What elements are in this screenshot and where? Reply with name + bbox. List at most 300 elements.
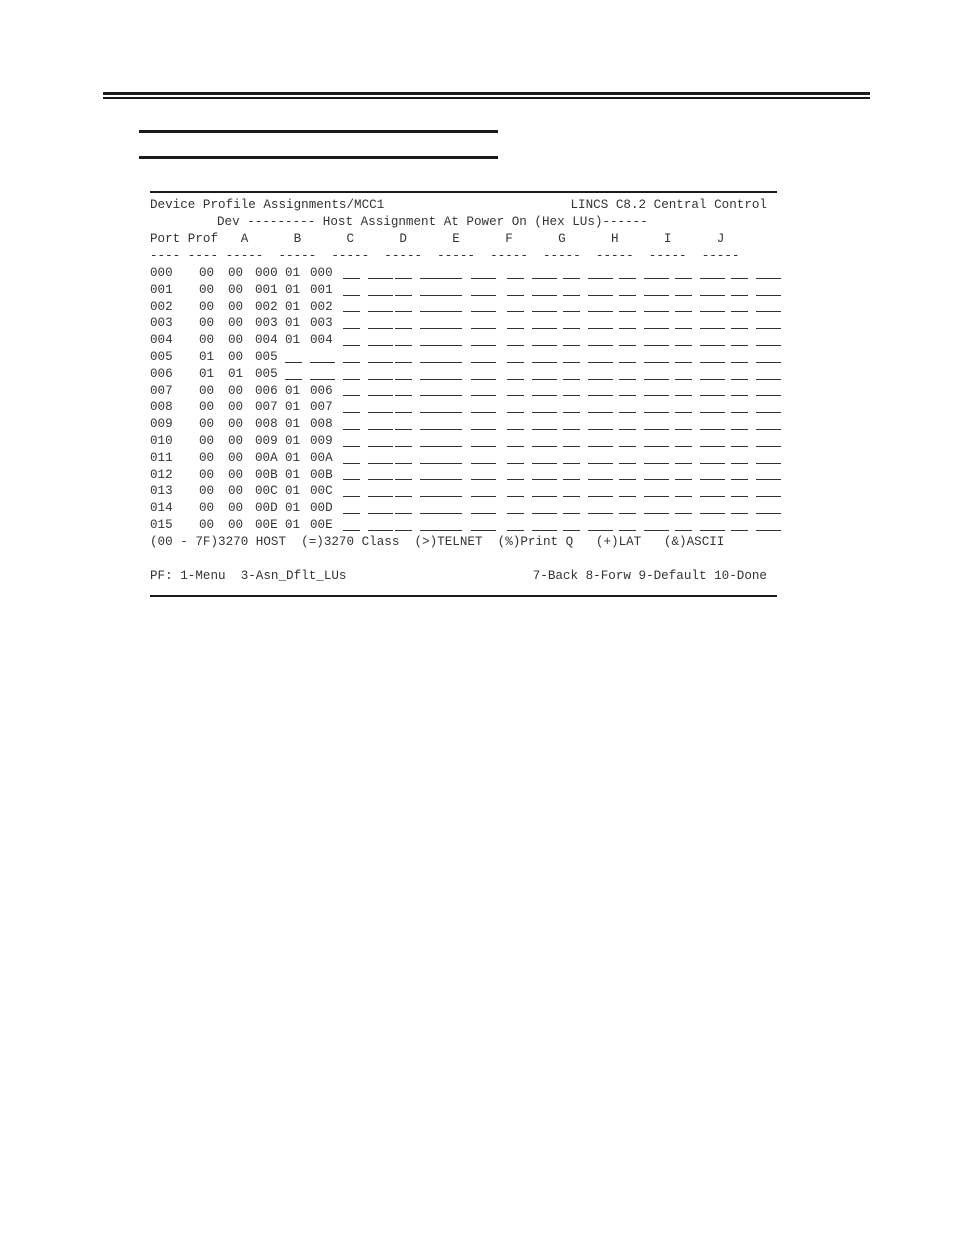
entry-field[interactable] (507, 530, 524, 531)
entry-field[interactable] (644, 446, 669, 447)
entry-field[interactable] (644, 379, 669, 380)
entry-field[interactable] (395, 446, 412, 447)
entry-field[interactable] (532, 362, 557, 363)
entry-field[interactable] (563, 278, 580, 279)
entry-field[interactable] (343, 311, 360, 312)
field-a-lu-cell: 003 (255, 316, 278, 331)
entry-field[interactable] (532, 412, 557, 413)
entry-field[interactable] (507, 278, 524, 279)
entry-field[interactable] (395, 496, 412, 497)
entry-field[interactable] (588, 412, 613, 413)
entry-field[interactable] (731, 395, 748, 396)
entry-field[interactable] (420, 496, 462, 497)
field-b-lu-cell: 007 (310, 400, 333, 415)
entry-field[interactable] (756, 345, 781, 346)
entry-field[interactable] (588, 379, 613, 380)
entry-field[interactable] (532, 479, 557, 480)
entry-field[interactable] (756, 278, 781, 279)
entry-field[interactable] (731, 328, 748, 329)
entry-field[interactable] (619, 463, 636, 464)
entry-field[interactable] (532, 463, 557, 464)
entry-field[interactable] (343, 379, 360, 380)
entry-field[interactable] (700, 379, 725, 380)
entry-field[interactable] (675, 345, 692, 346)
entry-field[interactable] (532, 278, 557, 279)
entry-field[interactable] (619, 311, 636, 312)
entry-field[interactable] (731, 513, 748, 514)
entry-field[interactable] (644, 278, 669, 279)
entry-field[interactable] (343, 446, 360, 447)
column-headers: Port Prof A B C D E F G H I J (150, 232, 725, 246)
entry-field[interactable] (756, 513, 781, 514)
entry-field[interactable] (731, 446, 748, 447)
entry-field[interactable] (420, 345, 462, 346)
entry-field[interactable] (285, 379, 302, 380)
entry-field[interactable] (700, 463, 725, 464)
entry-field[interactable] (619, 278, 636, 279)
screen-title: Device Profile Assignments/MCC1 (150, 198, 385, 212)
entry-field[interactable] (532, 311, 557, 312)
field-a-cell: 00 (228, 518, 244, 532)
entry-field[interactable] (471, 311, 496, 312)
entry-field[interactable] (532, 379, 557, 380)
entry-field[interactable] (731, 379, 748, 380)
entry-field[interactable] (700, 446, 725, 447)
entry-field[interactable] (756, 412, 781, 413)
entry-field[interactable] (532, 295, 557, 296)
entry-field[interactable] (731, 479, 748, 480)
field-b-lu-cell: 008 (310, 417, 333, 432)
entry-field[interactable] (700, 429, 725, 430)
entry-field[interactable] (368, 530, 393, 531)
entry-field[interactable] (731, 463, 748, 464)
entry-field[interactable] (368, 311, 393, 312)
entry-field[interactable] (731, 295, 748, 296)
port-cell: 004 (150, 333, 173, 348)
entry-field[interactable] (756, 379, 781, 380)
entry-field[interactable] (756, 463, 781, 464)
entry-field[interactable] (368, 479, 393, 480)
entry-field[interactable] (731, 362, 748, 363)
entry-field[interactable] (756, 496, 781, 497)
entry-field[interactable] (644, 328, 669, 329)
entry-field[interactable] (507, 446, 524, 447)
entry-field[interactable] (420, 513, 462, 514)
field-a-cell: 00 (228, 467, 244, 482)
entry-field[interactable] (619, 530, 636, 531)
section-rule-lower (139, 156, 498, 159)
entry-field[interactable] (619, 479, 636, 480)
entry-field[interactable] (532, 429, 557, 430)
entry-field[interactable] (395, 278, 412, 279)
field-b-cell: 01 (285, 383, 301, 398)
entry-field[interactable] (644, 412, 669, 413)
entry-field[interactable] (700, 278, 725, 279)
entry-field[interactable] (675, 530, 692, 531)
entry-field[interactable] (619, 446, 636, 447)
entry-field[interactable] (700, 328, 725, 329)
entry-field[interactable] (532, 496, 557, 497)
entry-field[interactable] (675, 496, 692, 497)
field-b-cell: 01 (285, 417, 301, 432)
entry-field[interactable] (563, 379, 580, 380)
entry-field[interactable] (731, 278, 748, 279)
prof-cell: 00 (199, 266, 215, 280)
entry-field[interactable] (700, 496, 725, 497)
entry-field[interactable] (588, 429, 613, 430)
entry-field[interactable] (588, 463, 613, 464)
entry-field[interactable] (700, 479, 725, 480)
entry-field[interactable] (368, 379, 393, 380)
entry-field[interactable] (368, 395, 393, 396)
port-cell: 013 (150, 484, 173, 499)
field-b-lu-cell: 000 (310, 266, 333, 280)
entry-field[interactable] (507, 412, 524, 413)
entry-field[interactable] (507, 496, 524, 497)
entry-field[interactable] (343, 513, 360, 514)
entry-field[interactable] (644, 395, 669, 396)
entry-field[interactable] (644, 530, 669, 531)
entry-field[interactable] (675, 513, 692, 514)
entry-field[interactable] (700, 530, 725, 531)
entry-field[interactable] (532, 530, 557, 531)
entry-field[interactable] (532, 513, 557, 514)
entry-field[interactable] (644, 513, 669, 514)
entry-field[interactable] (619, 412, 636, 413)
entry-field[interactable] (471, 479, 496, 480)
entry-field[interactable] (420, 429, 462, 430)
entry-field[interactable] (563, 530, 580, 531)
field-b-cell: 01 (285, 484, 301, 499)
field-b-cell: 01 (285, 467, 301, 482)
entry-field[interactable] (563, 328, 580, 329)
field-a-cell: 00 (228, 434, 244, 448)
entry-field[interactable] (395, 328, 412, 329)
entry-field[interactable] (563, 446, 580, 447)
entry-field[interactable] (395, 345, 412, 346)
entry-field[interactable] (471, 328, 496, 329)
entry-field[interactable] (700, 295, 725, 296)
entry-field[interactable] (675, 395, 692, 396)
entry-field[interactable] (532, 345, 557, 346)
entry-field[interactable] (343, 328, 360, 329)
entry-field[interactable] (588, 362, 613, 363)
entry-field[interactable] (507, 479, 524, 480)
entry-field[interactable] (471, 429, 496, 430)
entry-field[interactable] (563, 412, 580, 413)
entry-field[interactable] (420, 412, 462, 413)
entry-field[interactable] (420, 295, 462, 296)
field-a-cell: 00 (228, 299, 244, 314)
field-a-lu-cell: 004 (255, 333, 278, 348)
field-a-cell: 00 (228, 450, 244, 465)
entry-field[interactable] (756, 395, 781, 396)
entry-field[interactable] (588, 479, 613, 480)
entry-field[interactable] (563, 496, 580, 497)
entry-field[interactable] (368, 412, 393, 413)
entry-field[interactable] (395, 412, 412, 413)
entry-field[interactable] (563, 362, 580, 363)
entry-field[interactable] (507, 362, 524, 363)
entry-field[interactable] (619, 345, 636, 346)
entry-field[interactable] (563, 345, 580, 346)
entry-field[interactable] (420, 446, 462, 447)
prof-cell: 00 (199, 316, 215, 331)
entry-field[interactable] (368, 362, 393, 363)
entry-field[interactable] (731, 496, 748, 497)
port-cell: 006 (150, 366, 173, 381)
entry-field[interactable] (420, 278, 462, 279)
entry-field[interactable] (588, 395, 613, 396)
entry-field[interactable] (644, 479, 669, 480)
entry-field[interactable] (675, 463, 692, 464)
entry-field[interactable] (343, 395, 360, 396)
field-b-lu-cell: 006 (310, 383, 333, 398)
entry-field[interactable] (285, 362, 302, 363)
entry-field[interactable] (395, 379, 412, 380)
entry-field[interactable] (700, 362, 725, 363)
entry-field[interactable] (507, 295, 524, 296)
entry-field[interactable] (588, 496, 613, 497)
entry-field[interactable] (588, 278, 613, 279)
entry-field[interactable] (644, 311, 669, 312)
entry-field[interactable] (588, 345, 613, 346)
entry-field[interactable] (756, 295, 781, 296)
entry-field[interactable] (675, 295, 692, 296)
port-cell: 005 (150, 350, 173, 364)
entry-field[interactable] (471, 530, 496, 531)
entry-field[interactable] (644, 463, 669, 464)
pf-keys-left: PF: 1-Menu 3-Asn_Dflt_LUs (150, 569, 347, 583)
entry-field[interactable] (368, 463, 393, 464)
entry-field[interactable] (395, 463, 412, 464)
field-a-cell: 00 (228, 350, 244, 364)
entry-field[interactable] (471, 295, 496, 296)
entry-field[interactable] (368, 429, 393, 430)
field-b-lu-cell: 003 (310, 316, 333, 331)
entry-field[interactable] (563, 463, 580, 464)
entry-field[interactable] (532, 328, 557, 329)
entry-field[interactable] (420, 395, 462, 396)
prof-cell: 00 (199, 333, 215, 348)
entry-field[interactable] (756, 328, 781, 329)
field-a-lu-cell: 00E (255, 518, 278, 532)
entry-field[interactable] (343, 496, 360, 497)
entry-field[interactable] (563, 479, 580, 480)
entry-field[interactable] (471, 463, 496, 464)
entry-field[interactable] (471, 379, 496, 380)
field-b-cell: 01 (285, 501, 301, 516)
entry-field[interactable] (588, 295, 613, 296)
field-b-lu-cell: 00C (310, 484, 333, 499)
entry-field[interactable] (700, 513, 725, 514)
section-rule-upper (139, 130, 498, 133)
entry-field[interactable] (471, 496, 496, 497)
entry-field[interactable] (644, 496, 669, 497)
entry-field[interactable] (756, 362, 781, 363)
entry-field[interactable] (644, 345, 669, 346)
field-b-cell: 01 (285, 518, 301, 532)
entry-field[interactable] (644, 295, 669, 296)
entry-field[interactable] (675, 278, 692, 279)
entry-field[interactable] (420, 328, 462, 329)
entry-field[interactable] (368, 496, 393, 497)
entry-field[interactable] (420, 479, 462, 480)
entry-field[interactable] (731, 530, 748, 531)
entry-field[interactable] (700, 395, 725, 396)
entry-field[interactable] (675, 412, 692, 413)
entry-field[interactable] (471, 513, 496, 514)
entry-field[interactable] (563, 429, 580, 430)
entry-field[interactable] (395, 395, 412, 396)
top-rule-thin (103, 97, 870, 99)
entry-field[interactable] (563, 513, 580, 514)
entry-field[interactable] (619, 379, 636, 380)
entry-field[interactable] (619, 513, 636, 514)
entry-field[interactable] (563, 295, 580, 296)
field-b-lu-cell: 001 (310, 282, 333, 297)
entry-field[interactable] (368, 295, 393, 296)
entry-field[interactable] (343, 345, 360, 346)
entry-field[interactable] (756, 479, 781, 480)
entry-field[interactable] (343, 412, 360, 413)
port-cell: 010 (150, 434, 173, 448)
entry-field[interactable] (471, 345, 496, 346)
entry-field[interactable] (588, 513, 613, 514)
port-cell: 015 (150, 518, 173, 532)
entry-field[interactable] (420, 362, 462, 363)
entry-field[interactable] (420, 463, 462, 464)
entry-field[interactable] (471, 362, 496, 363)
field-a-cell: 00 (228, 316, 244, 331)
entry-field[interactable] (588, 311, 613, 312)
entry-field[interactable] (588, 446, 613, 447)
entry-field[interactable] (731, 412, 748, 413)
entry-field[interactable] (507, 345, 524, 346)
entry-field[interactable] (619, 295, 636, 296)
entry-field[interactable] (507, 328, 524, 329)
field-b-cell: 01 (285, 299, 301, 314)
entry-field[interactable] (756, 530, 781, 531)
entry-field[interactable] (532, 446, 557, 447)
entry-field[interactable] (395, 311, 412, 312)
entry-field[interactable] (756, 311, 781, 312)
field-b-cell: 01 (285, 316, 301, 331)
entry-field[interactable] (507, 429, 524, 430)
entry-field[interactable] (310, 379, 335, 380)
field-b-lu-cell: 00E (310, 518, 333, 532)
port-cell: 008 (150, 400, 173, 415)
entry-field[interactable] (700, 345, 725, 346)
entry-field[interactable] (368, 328, 393, 329)
entry-field[interactable] (310, 362, 335, 363)
port-cell: 000 (150, 266, 173, 280)
entry-field[interactable] (619, 395, 636, 396)
port-cell: 003 (150, 316, 173, 331)
entry-field[interactable] (368, 278, 393, 279)
entry-field[interactable] (675, 328, 692, 329)
entry-field[interactable] (619, 429, 636, 430)
entry-field[interactable] (343, 479, 360, 480)
field-b-cell: 01 (285, 282, 301, 297)
entry-field[interactable] (675, 379, 692, 380)
entry-field[interactable] (700, 412, 725, 413)
entry-field[interactable] (368, 513, 393, 514)
field-b-lu-cell: 00A (310, 450, 333, 465)
entry-field[interactable] (368, 446, 393, 447)
entry-field[interactable] (471, 412, 496, 413)
entry-field[interactable] (343, 429, 360, 430)
prof-cell: 00 (199, 467, 215, 482)
entry-field[interactable] (507, 395, 524, 396)
entry-field[interactable] (507, 311, 524, 312)
entry-field[interactable] (675, 479, 692, 480)
entry-field[interactable] (507, 379, 524, 380)
entry-field[interactable] (756, 446, 781, 447)
entry-field[interactable] (619, 362, 636, 363)
entry-field[interactable] (588, 530, 613, 531)
entry-field[interactable] (675, 429, 692, 430)
entry-field[interactable] (644, 362, 669, 363)
entry-field[interactable] (471, 446, 496, 447)
entry-field[interactable] (675, 362, 692, 363)
entry-field[interactable] (420, 530, 462, 531)
entry-field[interactable] (619, 496, 636, 497)
entry-field[interactable] (588, 328, 613, 329)
entry-field[interactable] (731, 345, 748, 346)
field-a-cell: 00 (228, 266, 244, 280)
entry-field[interactable] (420, 311, 462, 312)
entry-field[interactable] (343, 463, 360, 464)
entry-field[interactable] (395, 295, 412, 296)
entry-field[interactable] (756, 429, 781, 430)
entry-field[interactable] (507, 513, 524, 514)
entry-field[interactable] (675, 446, 692, 447)
column-underlines: ---- ---- ----- ----- ----- ----- ----- ----- ----- ----- ----- ----- (150, 249, 740, 263)
entry-field[interactable] (395, 513, 412, 514)
entry-field[interactable] (395, 429, 412, 430)
entry-field[interactable] (395, 362, 412, 363)
field-a-lu-cell: 00D (255, 501, 278, 516)
entry-field[interactable] (395, 479, 412, 480)
entry-field[interactable] (563, 311, 580, 312)
entry-field[interactable] (563, 395, 580, 396)
entry-field[interactable] (532, 395, 557, 396)
entry-field[interactable] (731, 311, 748, 312)
field-a-lu-cell: 005 (255, 366, 278, 381)
entry-field[interactable] (675, 311, 692, 312)
entry-field[interactable] (471, 395, 496, 396)
prof-cell: 00 (199, 501, 215, 516)
prof-cell: 00 (199, 434, 215, 448)
port-cell: 007 (150, 383, 173, 398)
entry-field[interactable] (644, 429, 669, 430)
entry-field[interactable] (420, 379, 462, 380)
entry-field[interactable] (471, 278, 496, 279)
entry-field[interactable] (343, 295, 360, 296)
entry-field[interactable] (507, 463, 524, 464)
port-cell: 014 (150, 501, 173, 516)
entry-field[interactable] (619, 328, 636, 329)
entry-field[interactable] (395, 530, 412, 531)
entry-field[interactable] (700, 311, 725, 312)
prof-cell: 00 (199, 299, 215, 314)
entry-field[interactable] (343, 530, 360, 531)
entry-field[interactable] (343, 278, 360, 279)
entry-field[interactable] (368, 345, 393, 346)
entry-field[interactable] (343, 362, 360, 363)
entry-field[interactable] (731, 429, 748, 430)
